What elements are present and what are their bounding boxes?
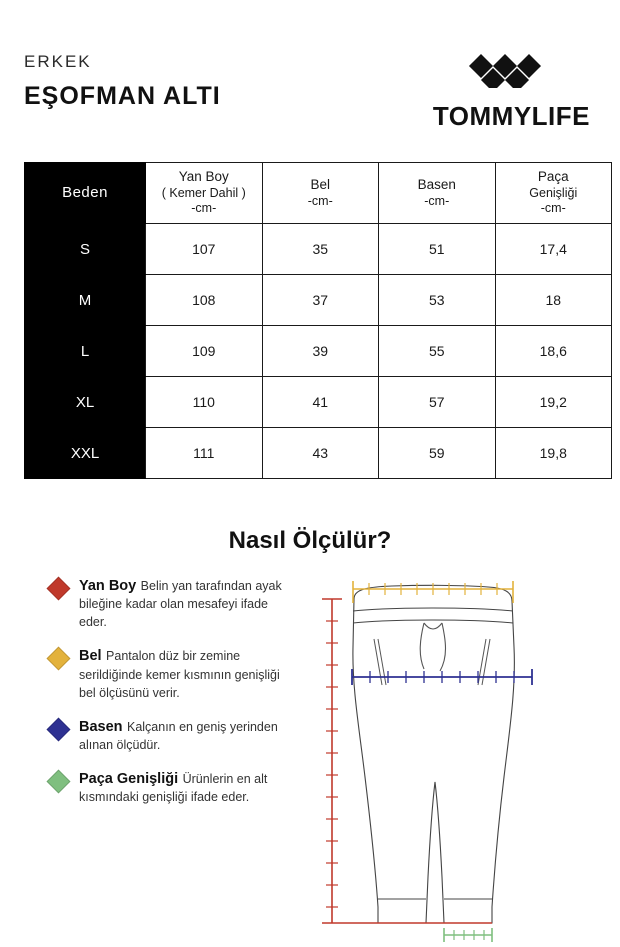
- cell-beden: L: [25, 326, 146, 377]
- column-header-bel: [262, 163, 379, 224]
- column-header-yan-boy: [146, 163, 263, 224]
- diamond-marker-red: [46, 576, 70, 600]
- cell-paca: 17,4: [495, 224, 612, 275]
- table-row: [25, 377, 612, 428]
- cell-basen: 53: [379, 275, 496, 326]
- column-header-basen: [379, 163, 496, 224]
- size-table: [24, 162, 612, 479]
- diamond-logo-icon: [433, 52, 590, 93]
- legend-item-paca: [50, 770, 292, 806]
- cell-bel: 37: [262, 275, 379, 326]
- diamond-marker-yellow: [46, 647, 70, 671]
- legend-title-yan-boy: Yan Boy: [79, 578, 137, 594]
- cell-beden: M: [25, 275, 146, 326]
- pants-outline: [353, 585, 514, 923]
- cell-bel: 39: [262, 326, 379, 377]
- paca-line: [444, 928, 492, 942]
- legend-desc-yan-boy: Belin yan tarafından ayak bileğine kadar olan mesafeyi ifade eder.: [79, 579, 282, 630]
- column-header-paca: [495, 163, 612, 224]
- cell-beden: XL: [25, 377, 146, 428]
- legend-desc-basen: Kalçanın en geniş yerinden alınan ölçüdür.: [79, 719, 278, 752]
- column-header-beden: Beden: [25, 163, 146, 224]
- legend-item-yan-boy: [50, 577, 292, 631]
- cell-basen: 51: [379, 224, 496, 275]
- sweatpants-diagram: [292, 577, 596, 947]
- cell-basen: 55: [379, 326, 496, 377]
- cell-basen: 59: [379, 428, 496, 479]
- diamond-marker-navy: [46, 717, 70, 741]
- measure-legend: [24, 577, 292, 947]
- column-header-bel-unit: -cm-: [307, 193, 333, 208]
- column-header-paca-unit: -cm-: [540, 201, 566, 216]
- page-title: EŞOFMAN ALTI: [24, 82, 221, 110]
- cell-bel: 35: [262, 224, 379, 275]
- cell-bel: 41: [262, 377, 379, 428]
- page-header: [24, 0, 596, 132]
- table-row: [25, 428, 612, 479]
- table-header-row: [25, 163, 612, 224]
- table-row: [25, 275, 612, 326]
- legend-title-basen: Basen: [79, 718, 123, 735]
- cell-paca: 19,2: [495, 377, 612, 428]
- cell-paca: 19,8: [495, 428, 612, 479]
- brand-name: TOMMYLIFE: [432, 101, 590, 131]
- legend-desc-paca: Ürünlerin en alt kısmındaki genişliği ifade eder.: [79, 772, 268, 805]
- legend-title-bel: Bel: [79, 648, 102, 665]
- legend-title-paca: Paça Genişliği: [79, 771, 179, 787]
- column-header-basen-label: Basen: [417, 176, 456, 192]
- cell-paca: 18,6: [495, 326, 612, 377]
- page-subtitle: ERKEK: [24, 52, 92, 71]
- legend-desc-bel: Pantalon düz bir zemine serildiğinde kemer kısmının genişliği bel ölçüsünü verir.: [79, 649, 280, 700]
- cell-basen: 57: [379, 377, 496, 428]
- cell-beden: S: [25, 224, 146, 275]
- how-to-measure-body: [24, 577, 596, 947]
- cell-yan-boy: 110: [146, 377, 263, 428]
- title-block: [24, 52, 221, 111]
- column-header-paca-sub: Genişliği: [529, 185, 578, 200]
- table-row: [25, 326, 612, 377]
- column-header-bel-label: Bel: [310, 176, 330, 192]
- cell-yan-boy: 111: [146, 428, 263, 479]
- column-header-basen-unit: -cm-: [424, 193, 450, 208]
- cell-yan-boy: 108: [146, 275, 263, 326]
- column-header-yan-boy-unit: -cm-: [191, 201, 217, 216]
- size-table-wrap: [24, 162, 596, 479]
- cell-bel: 43: [262, 428, 379, 479]
- column-header-paca-label: Paça: [537, 168, 569, 184]
- cell-paca: 18: [495, 275, 612, 326]
- table-row: [25, 224, 612, 275]
- how-to-measure-title: Nasıl Ölçülür?: [228, 527, 392, 554]
- column-header-yan-boy-label: Yan Boy: [178, 168, 229, 184]
- cell-beden: XXL: [25, 428, 146, 479]
- cell-yan-boy: 107: [146, 224, 263, 275]
- legend-item-bel: [50, 647, 292, 701]
- legend-item-basen: [50, 718, 292, 754]
- diamond-marker-green: [46, 769, 70, 793]
- column-header-yan-boy-sub: ( Kemer Dahil ): [161, 185, 246, 200]
- cell-yan-boy: 109: [146, 326, 263, 377]
- brand-block: [433, 52, 596, 132]
